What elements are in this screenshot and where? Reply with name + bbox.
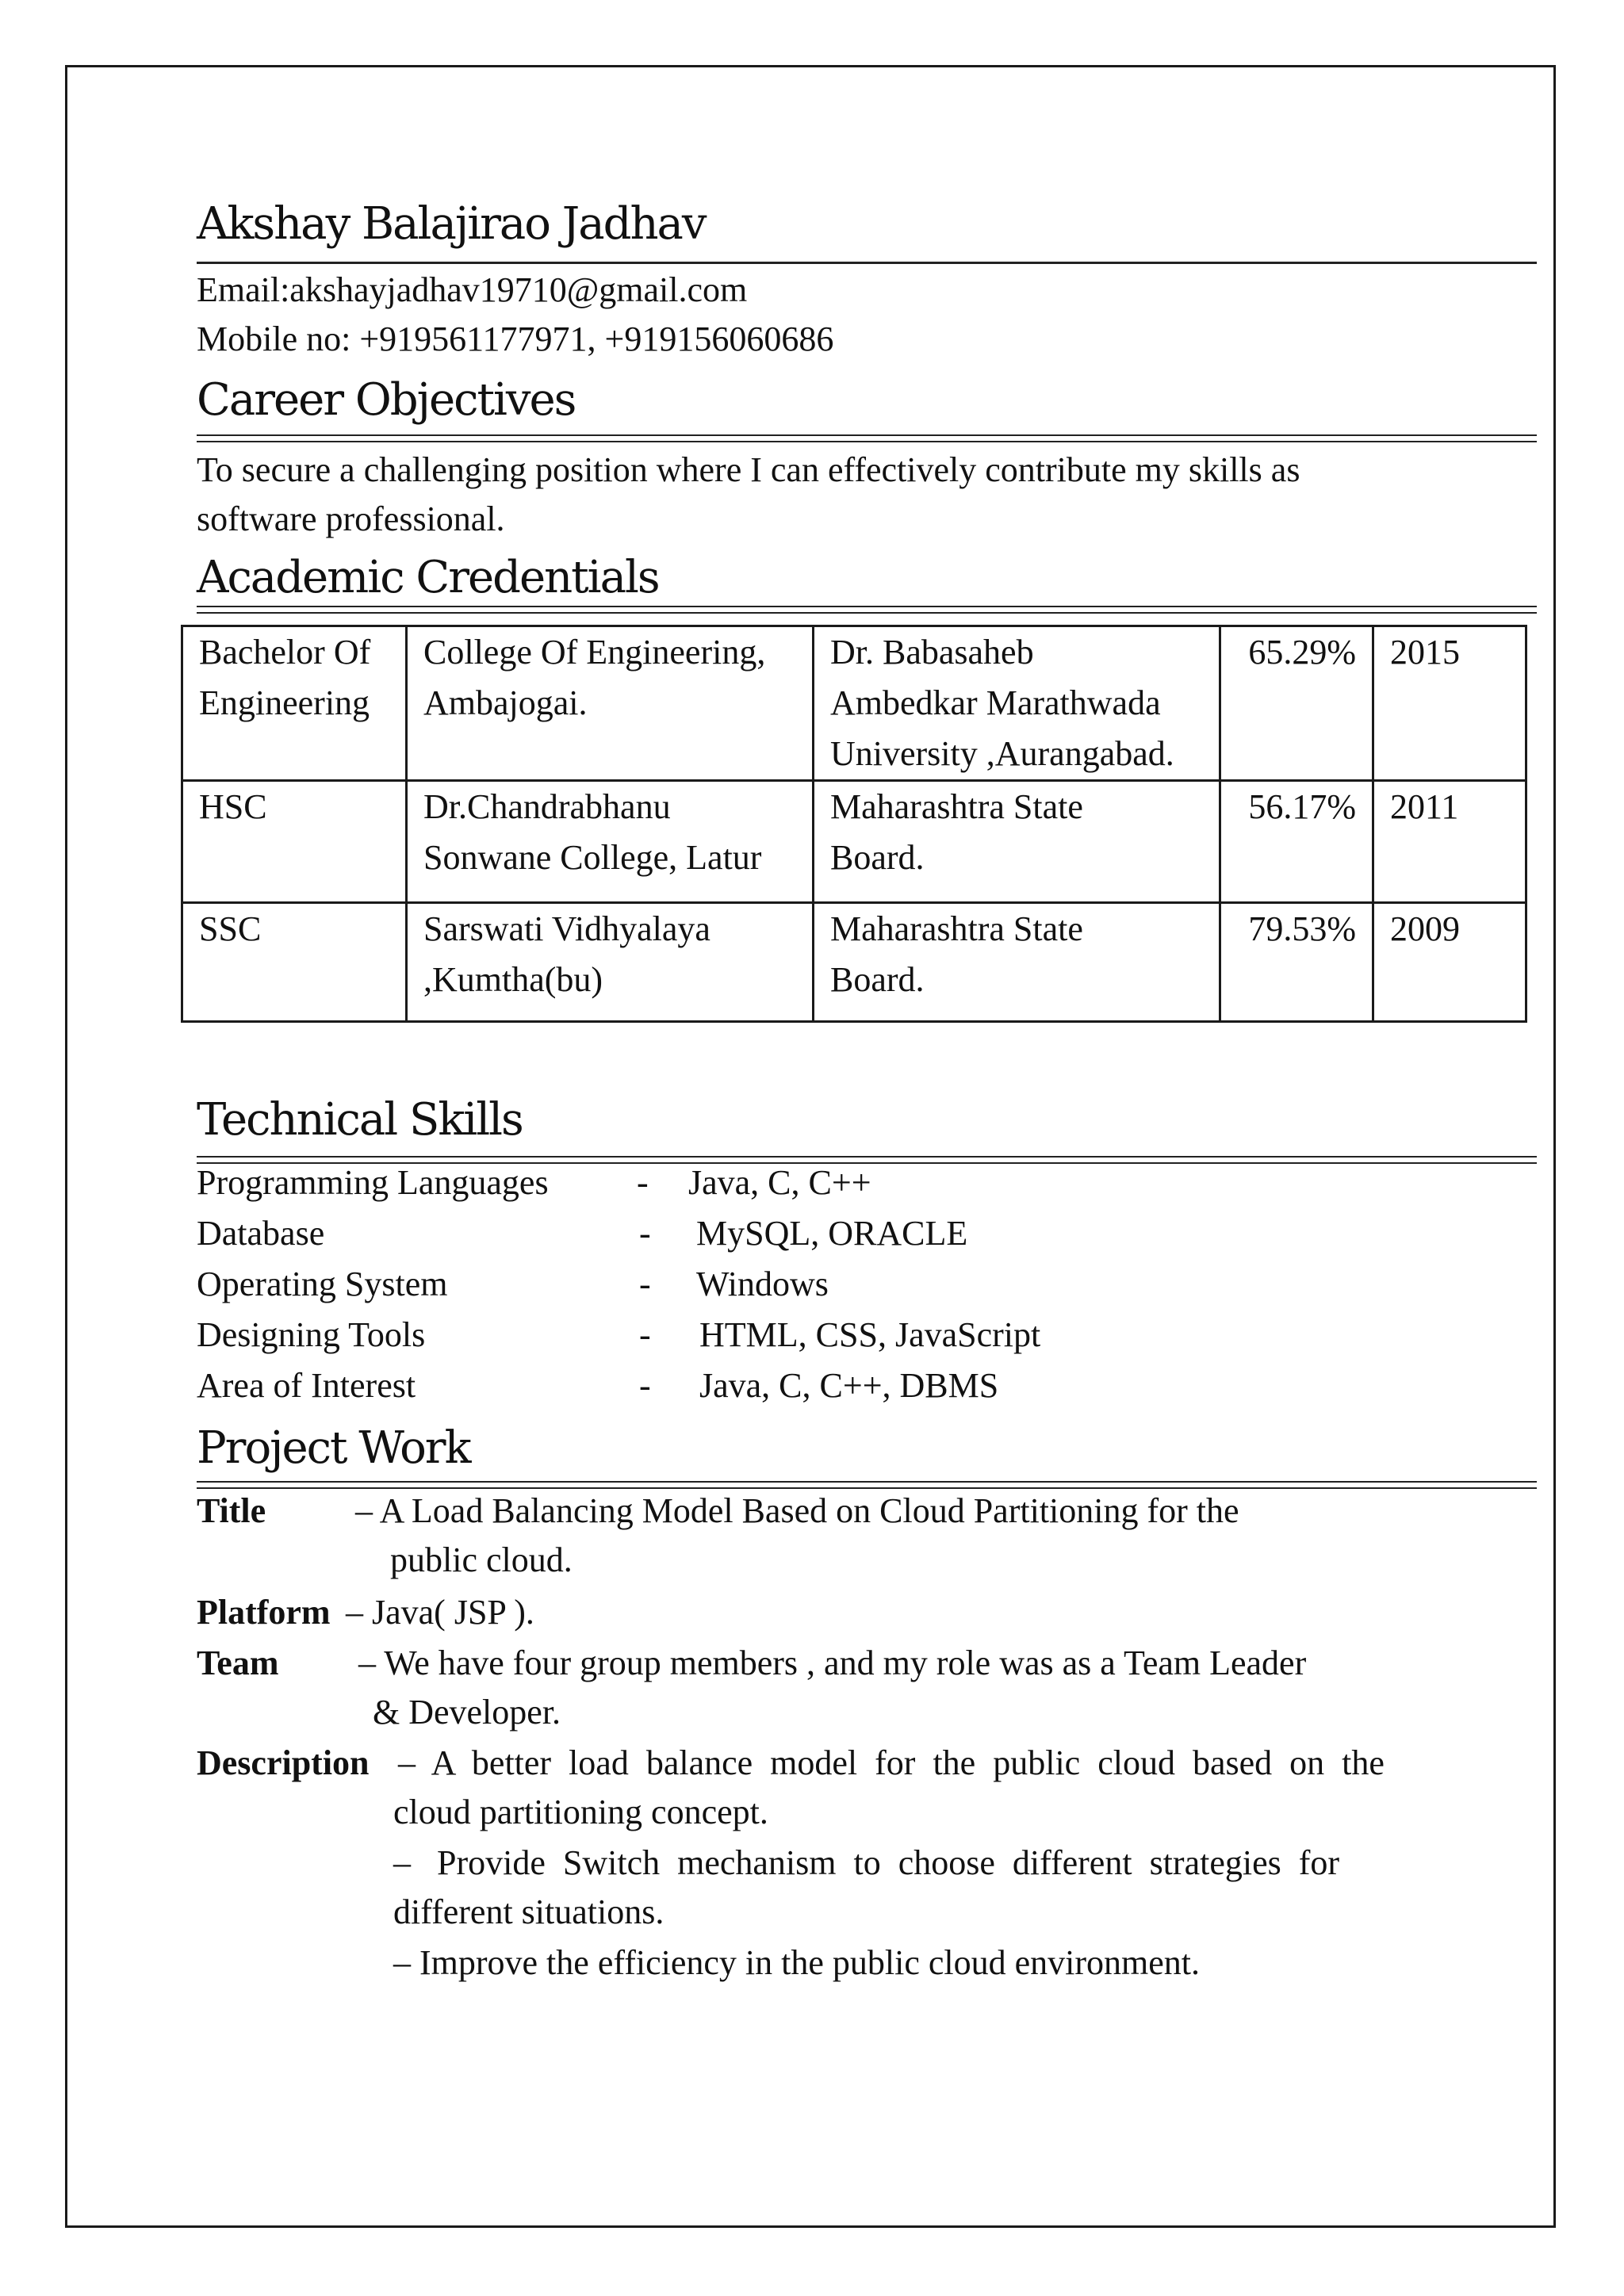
board-cell xyxy=(814,903,1220,1022)
table-row xyxy=(182,781,1526,903)
skill-value: Java, C, C++, DBMS xyxy=(699,1366,999,1405)
project-description-label: Description xyxy=(197,1743,370,1782)
project-description-line-5: – Improve the efficiency in the public cloud environment. xyxy=(393,1943,1200,1982)
academic-credentials-rule xyxy=(197,606,1537,614)
skill-label: Designing Tools xyxy=(197,1315,426,1354)
project-description-line-3: – Provide Switch mechanism to choose different strategies for xyxy=(393,1843,1340,1882)
academic-credentials-table xyxy=(181,625,1527,1023)
board-text: University ,Aurangabad. xyxy=(830,734,1174,773)
skill-value: Windows xyxy=(696,1265,829,1303)
mobile-line: Mobile no: +919561177971, +919156060686 xyxy=(197,320,834,358)
board-text: Dr. Babasaheb xyxy=(830,633,1034,672)
college-cell xyxy=(407,781,814,903)
skill-dash: - xyxy=(639,1366,651,1405)
percentage-cell: 79.53% xyxy=(1220,903,1373,1022)
college-cell xyxy=(407,903,814,1022)
board-text: Ambedkar Marathwada xyxy=(830,683,1161,722)
degree-cell xyxy=(182,626,407,781)
project-team-line-2: & Developer. xyxy=(373,1693,561,1732)
skill-dash: - xyxy=(639,1315,651,1354)
career-objectives-heading: Career Objectives xyxy=(197,374,576,426)
percentage-cell: 65.29% xyxy=(1220,626,1373,781)
project-platform-label: Platform xyxy=(197,1593,331,1632)
degree-cell: HSC xyxy=(182,781,407,903)
year-cell: 2015 xyxy=(1373,626,1526,781)
project-work-heading: Project Work xyxy=(197,1422,470,1474)
career-objective-line-1: To secure a challenging position where I can effectively contribute my skills as xyxy=(197,450,1300,489)
board-cell xyxy=(814,626,1220,781)
skill-value: HTML, CSS, JavaScript xyxy=(699,1315,1041,1354)
project-team-line-1: – We have four group members , and my role was as a Team Leader xyxy=(358,1644,1307,1682)
board-cell xyxy=(814,781,1220,903)
percentage-cell: 56.17% xyxy=(1220,781,1373,903)
board-text: Maharashtra State xyxy=(830,909,1083,948)
project-platform-value: – Java( JSP ). xyxy=(346,1593,534,1632)
college-text: College Of Engineering, xyxy=(423,633,766,672)
skill-label: Programming Languages xyxy=(197,1163,549,1202)
candidate-name: Akshay Balajirao Jadhav xyxy=(197,198,706,250)
skill-label: Operating System xyxy=(197,1265,448,1303)
degree-cell: SSC xyxy=(182,903,407,1022)
skill-label: Database xyxy=(197,1214,325,1253)
project-title-line-1: – A Load Balancing Model Based on Cloud Partitioning for the xyxy=(355,1491,1239,1530)
project-description-line-2: cloud partitioning concept. xyxy=(393,1793,768,1831)
project-team-label: Team xyxy=(197,1644,279,1682)
career-objective-text xyxy=(197,446,1434,544)
project-title-line-2: public cloud. xyxy=(390,1540,573,1579)
academic-credentials-heading: Academic Credentials xyxy=(197,552,659,603)
technical-skills-heading: Technical Skills xyxy=(197,1094,523,1146)
skill-dash: - xyxy=(637,1163,649,1202)
degree-text: Engineering xyxy=(199,683,370,722)
skill-value: Java, C, C++ xyxy=(688,1163,871,1202)
table-row xyxy=(182,903,1526,1022)
degree-text: Bachelor Of xyxy=(199,633,371,672)
career-objectives-rule xyxy=(197,434,1537,442)
year-cell: 2009 xyxy=(1373,903,1526,1022)
name-underline xyxy=(197,262,1537,264)
project-title-label: Title xyxy=(197,1491,266,1530)
college-text: Dr.Chandrabhanu xyxy=(423,787,671,826)
college-text: Sonwane College, Latur xyxy=(423,838,762,877)
college-text: Sarswati Vidhyalaya xyxy=(423,909,710,948)
skill-dash: - xyxy=(639,1265,651,1303)
college-text: Ambajogai. xyxy=(423,683,588,722)
board-text: Board. xyxy=(830,838,925,877)
email-line: Email:akshayjadhav19710@gmail.com xyxy=(197,270,748,309)
college-text: ,Kumtha(bu) xyxy=(423,960,603,999)
board-text: Maharashtra State xyxy=(830,787,1083,826)
board-text: Board. xyxy=(830,960,925,999)
table-row xyxy=(182,626,1526,781)
project-description-line-4: different situations. xyxy=(393,1892,665,1931)
project-description-line-1: – A better load balance model for the public cloud based on the xyxy=(398,1743,1385,1782)
skill-value: MySQL, ORACLE xyxy=(696,1214,968,1253)
skill-dash: - xyxy=(639,1214,651,1253)
career-objective-line-2: software professional. xyxy=(197,499,505,538)
skill-label: Area of Interest xyxy=(197,1366,416,1405)
college-cell xyxy=(407,626,814,781)
year-cell: 2011 xyxy=(1373,781,1526,903)
project-details xyxy=(197,1486,1537,2041)
